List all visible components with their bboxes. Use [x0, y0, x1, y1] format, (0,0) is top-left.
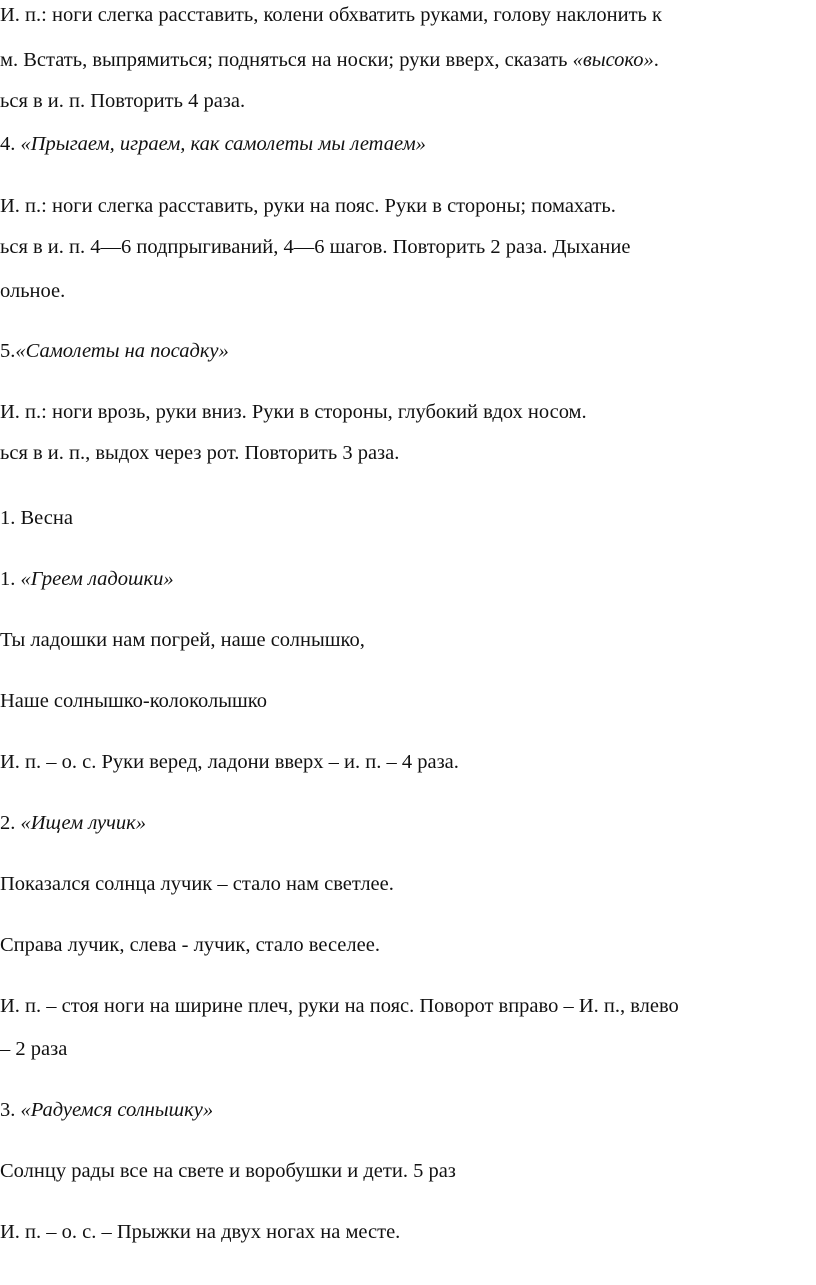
text: Солнцу рады все на свете и воробушки и дети. 5 раз	[0, 1160, 456, 1182]
text: И. п. – о. с. Руки веред, ладони вверх – и. п. – 4 раза.	[0, 751, 459, 773]
text: И. п.: ноги слегка расставить, колени обхватить руками, голову наклонить к	[0, 4, 662, 26]
text: Наше солнышко-колоколышко	[0, 690, 267, 712]
heading-number: 1.	[0, 568, 21, 590]
italic-text: «высоко»	[572, 49, 654, 71]
heading-number: 4.	[0, 133, 21, 155]
text-line	[0, 278, 65, 304]
section-heading	[0, 566, 174, 592]
text: Справа лучик, слева - лучик, стало веселее.	[0, 934, 380, 956]
text: ься в и. п. Повторить 4 раза.	[0, 90, 246, 112]
text: ься в и. п., выдох через рот. Повторить 3 раза.	[0, 442, 400, 464]
text: – 2 раза	[0, 1038, 68, 1060]
text-line	[0, 440, 399, 466]
heading-number: 2.	[0, 812, 21, 834]
text-line	[0, 47, 659, 73]
section-heading	[0, 505, 73, 531]
text: ольное.	[0, 280, 66, 302]
text-line	[0, 88, 245, 114]
text: Показался солнца лучик – стало нам светлее.	[0, 873, 394, 895]
heading-title: «Прыгаем, играем, как самолеты мы летаем»	[20, 133, 426, 155]
text-line	[0, 871, 394, 897]
section-heading	[0, 131, 426, 157]
text: ься в и. п. 4—6 подпрыгиваний, 4—6 шагов. Повторить 2 раза. Дыхание	[0, 236, 631, 258]
text: И. п. – стоя ноги на ширине плеч, руки на пояс. Поворот вправо – И. п., влево	[0, 995, 679, 1017]
text-line	[0, 2, 662, 28]
section-heading	[0, 810, 146, 836]
heading-number: 3.	[0, 1099, 21, 1121]
heading-number: 5.	[0, 340, 16, 362]
text: И. п.: ноги слегка расставить, руки на пояс. Руки в стороны; помахать.	[0, 195, 616, 217]
text-line	[0, 1036, 67, 1062]
text: Ты ладошки нам погрей, наше солнышко,	[0, 629, 365, 651]
text-line	[0, 234, 630, 260]
text-line	[0, 627, 365, 653]
text-line	[0, 1158, 456, 1184]
text-line	[0, 193, 616, 219]
text-line	[0, 399, 587, 425]
section-heading	[0, 1097, 213, 1123]
text: .	[653, 49, 659, 71]
section-heading	[0, 338, 229, 364]
text-line	[0, 749, 459, 775]
text: м. Встать, выпрямиться; подняться на носки; руки вверх, сказать	[0, 49, 573, 71]
text-line	[0, 993, 679, 1019]
heading-title: «Самолеты на посадку»	[15, 340, 229, 362]
text-line	[0, 688, 267, 714]
text: И. п.: ноги врозь, руки вниз. Руки в стороны, глубокий вдох носом.	[0, 401, 587, 423]
text-line	[0, 932, 380, 958]
heading-title: 1. Весна	[0, 507, 73, 529]
heading-title: «Радуемся солнышку»	[20, 1099, 214, 1121]
text: И. п. – о. с. – Прыжки на двух ногах на месте.	[0, 1221, 401, 1243]
heading-title: «Ищем лучик»	[20, 812, 146, 834]
heading-title: «Греем ладошки»	[20, 568, 174, 590]
text-line	[0, 1219, 400, 1245]
